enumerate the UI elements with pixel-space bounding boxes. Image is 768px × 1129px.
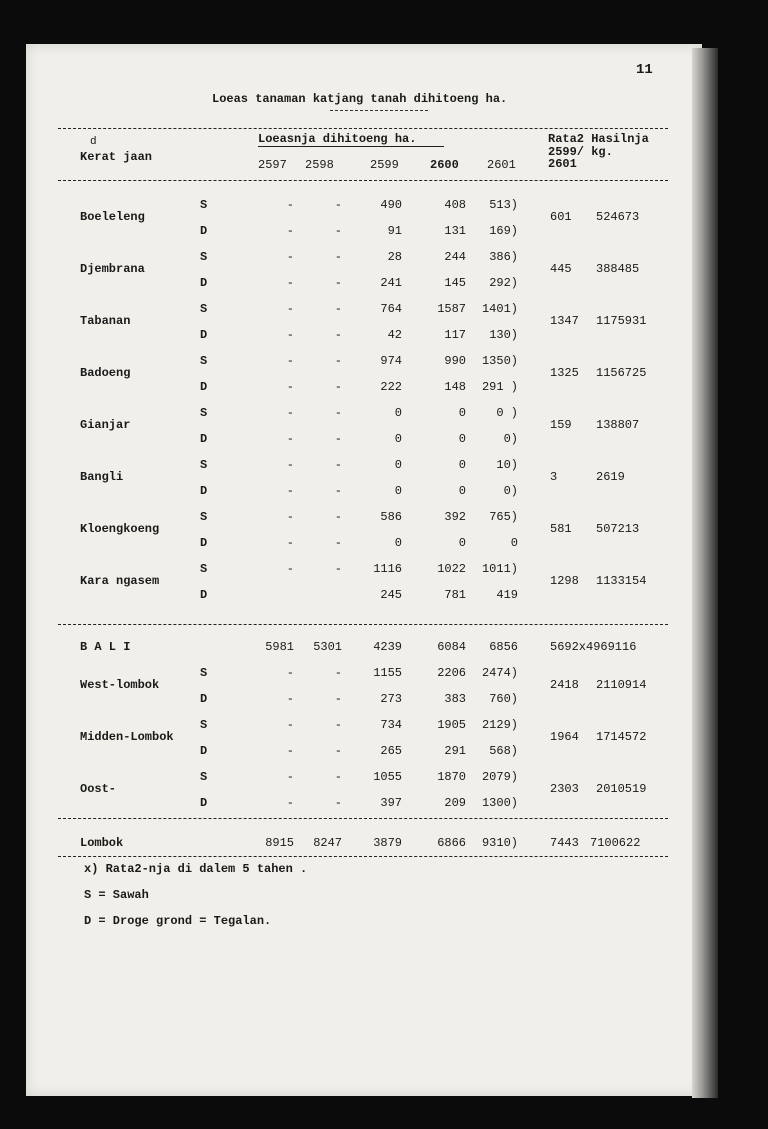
row-value: - (334, 458, 342, 472)
row-value: - (334, 744, 342, 758)
row-value: 0 (458, 406, 466, 420)
bali-total-2600: 6084 (437, 640, 466, 654)
lombok-total-label: Lombok (80, 836, 124, 850)
region-hasil: 507213 (596, 522, 640, 536)
row-value: 1116 (373, 562, 402, 576)
row-value: 513) (489, 198, 518, 212)
row-value: 273 (380, 692, 402, 706)
region-name: Bangli (80, 470, 124, 484)
header-year-2601: 2601 (487, 158, 516, 172)
row-value: - (334, 796, 342, 810)
row-type-s: S (200, 302, 208, 316)
row-value: - (334, 250, 342, 264)
row-value: - (286, 666, 294, 680)
row-value: 117 (444, 328, 466, 342)
region-hasil: 2619 (596, 470, 625, 484)
page-edge-shadow (692, 48, 718, 1098)
bali-total-label: B A L I (80, 640, 131, 654)
region-rata: 1964 (550, 730, 579, 744)
row-value: 760) (489, 692, 518, 706)
row-value: - (286, 380, 294, 394)
region-rata: 2303 (550, 782, 579, 796)
header-year-2597: 2597 (258, 158, 287, 172)
region-hasil: 1133154 (596, 574, 647, 588)
row-value: - (286, 562, 294, 576)
row-value: 1870 (437, 770, 466, 784)
row-value: 222 (380, 380, 402, 394)
bali-separator-rule (58, 624, 668, 625)
region-name: Midden-Lombok (80, 730, 174, 744)
row-type-d: D (200, 224, 208, 238)
row-value: - (334, 536, 342, 550)
row-value: 0 (394, 458, 402, 472)
row-value: 392 (444, 510, 466, 524)
row-value: - (286, 432, 294, 446)
header-year-2600: 2600 (430, 158, 459, 172)
row-value: 419 (496, 588, 518, 602)
row-value: - (334, 224, 342, 238)
row-value: - (286, 510, 294, 524)
row-type-d: D (200, 588, 208, 602)
footnote-sawah: S = Sawah (84, 888, 149, 902)
region-name: Kara ngasem (80, 574, 160, 588)
bali-total-rata-hasil: 5692x4969116 (550, 640, 637, 654)
row-value: - (286, 354, 294, 368)
lombok-total-2601: 9310) (481, 836, 518, 850)
row-value: - (286, 302, 294, 316)
row-value: 291 ) (481, 380, 518, 394)
row-value: 2474) (481, 666, 518, 680)
row-value: 0 (458, 484, 466, 498)
row-value: 734 (380, 718, 402, 732)
row-value: - (334, 510, 342, 524)
row-value: 765) (489, 510, 518, 524)
lombok-total-hasil: 7100622 (590, 836, 641, 850)
row-value: 42 (387, 328, 402, 342)
row-value: - (286, 250, 294, 264)
row-value: 0 (458, 458, 466, 472)
title-underline (330, 110, 428, 111)
header-year-2599: 2599 (370, 158, 399, 172)
header-rata-years: 2599/ kg. (548, 145, 613, 159)
row-type-d: D (200, 484, 208, 498)
region-name: Djembrana (80, 262, 145, 276)
lombok-separator-rule (58, 818, 668, 819)
row-type-s: S (200, 198, 208, 212)
lombok-total-2599: 3879 (373, 836, 402, 850)
row-value: 28 (387, 250, 402, 264)
region-hasil: 524673 (596, 210, 640, 224)
row-value: - (286, 536, 294, 550)
row-value: 397 (380, 796, 402, 810)
region-rata: 1347 (550, 314, 579, 328)
row-value: 1401) (481, 302, 518, 316)
row-value: 974 (380, 354, 402, 368)
row-value: 91 (387, 224, 402, 238)
row-value: 1300) (481, 796, 518, 810)
header-rata-end: 2601 (548, 157, 577, 171)
row-value: - (334, 406, 342, 420)
region-hasil: 2010519 (596, 782, 647, 796)
region-name: Boeleleng (80, 210, 145, 224)
row-type-s: S (200, 406, 208, 420)
row-value: - (334, 354, 342, 368)
row-value: - (286, 276, 294, 290)
region-rata: 1298 (550, 574, 579, 588)
lombok-bottom-rule (58, 856, 668, 857)
header-kerat-jaan: Kerat jaan (80, 150, 153, 164)
row-value: - (286, 718, 294, 732)
region-name: Tabanan (80, 314, 131, 328)
header-luas-group: Loeasnja dihitoeng ha. (258, 132, 417, 146)
header-top-rule (58, 128, 668, 129)
row-type-d: D (200, 328, 208, 342)
row-value: 265 (380, 744, 402, 758)
page-number: 11 (636, 62, 653, 78)
row-value: - (334, 718, 342, 732)
row-value: 781 (444, 588, 466, 602)
lombok-total-2597: 8915 (265, 836, 294, 850)
row-value: 586 (380, 510, 402, 524)
row-type-d: D (200, 380, 208, 394)
footnote-rata: x) Rata2-nja di dalem 5 tahen . (84, 862, 308, 876)
row-value: 568) (489, 744, 518, 758)
region-rata: 581 (550, 522, 572, 536)
row-value: 169) (489, 224, 518, 238)
row-type-d: D (200, 276, 208, 290)
row-value: - (334, 432, 342, 446)
lombok-total-rata: 7443 (550, 836, 579, 850)
row-value: - (334, 666, 342, 680)
row-value: 1022 (437, 562, 466, 576)
row-value: - (286, 796, 294, 810)
region-hasil: 388485 (596, 262, 640, 276)
row-value: 245 (380, 588, 402, 602)
row-value: 244 (444, 250, 466, 264)
lombok-total-2598: 8247 (313, 836, 342, 850)
row-value: 0) (503, 432, 518, 446)
region-hasil: 1175931 (596, 314, 647, 328)
row-value: 0 ) (496, 406, 518, 420)
bali-total-2597: 5981 (265, 640, 294, 654)
row-value: - (286, 458, 294, 472)
row-value: 0) (503, 484, 518, 498)
row-value: 292) (489, 276, 518, 290)
row-type-s: S (200, 354, 208, 368)
region-rata: 1325 (550, 366, 579, 380)
row-value: 2079) (481, 770, 518, 784)
region-rata: 2418 (550, 678, 579, 692)
footnote-droge-grond: D = Droge grond = Tegalan. (84, 914, 272, 928)
row-type-d: D (200, 796, 208, 810)
row-value: 291 (444, 744, 466, 758)
bali-total-2598: 5301 (313, 640, 342, 654)
row-value: 386) (489, 250, 518, 264)
row-value: - (334, 328, 342, 342)
row-value: - (334, 770, 342, 784)
row-value: 0 (458, 536, 466, 550)
region-rata: 445 (550, 262, 572, 276)
region-name: West-lombok (80, 678, 160, 692)
region-name: Oost- (80, 782, 117, 796)
row-type-s: S (200, 458, 208, 472)
bali-total-2601: 6856 (489, 640, 518, 654)
region-hasil: 1714572 (596, 730, 647, 744)
bali-total-2599: 4239 (373, 640, 402, 654)
row-value: 148 (444, 380, 466, 394)
row-value: 490 (380, 198, 402, 212)
kerat-mark: d (90, 136, 97, 148)
region-hasil: 138807 (596, 418, 640, 432)
row-value: 383 (444, 692, 466, 706)
region-rata: 601 (550, 210, 572, 224)
region-hasil: 2110914 (596, 678, 647, 692)
row-value: 1011) (481, 562, 518, 576)
region-name: Gianjar (80, 418, 131, 432)
table-title: Loeas tanaman katjang tanah dihitoeng ha. (212, 92, 508, 106)
row-value: - (334, 484, 342, 498)
row-value: - (286, 328, 294, 342)
row-value: - (286, 406, 294, 420)
row-value: - (334, 302, 342, 316)
row-type-d: D (200, 536, 208, 550)
row-value: 209 (444, 796, 466, 810)
row-type-d: D (200, 692, 208, 706)
row-type-d: D (200, 432, 208, 446)
header-bottom-rule (58, 180, 668, 181)
row-value: - (286, 692, 294, 706)
row-value: 0 (510, 536, 518, 550)
row-value: 408 (444, 198, 466, 212)
row-value: - (286, 744, 294, 758)
row-type-s: S (200, 562, 208, 576)
row-value: 1587 (437, 302, 466, 316)
row-value: 0 (458, 432, 466, 446)
row-value: 0 (394, 536, 402, 550)
row-value: 1905 (437, 718, 466, 732)
region-rata: 159 (550, 418, 572, 432)
row-value: 0 (394, 432, 402, 446)
row-value: 764 (380, 302, 402, 316)
row-value: - (334, 198, 342, 212)
row-value: 2206 (437, 666, 466, 680)
row-type-s: S (200, 666, 208, 680)
header-year-2598: 2598 (305, 158, 334, 172)
row-value: - (286, 484, 294, 498)
row-value: - (286, 198, 294, 212)
region-name: Kloengkoeng (80, 522, 160, 536)
row-type-d: D (200, 744, 208, 758)
row-type-s: S (200, 718, 208, 732)
row-value: - (334, 380, 342, 394)
row-value: 145 (444, 276, 466, 290)
row-value: 241 (380, 276, 402, 290)
luas-group-underline (258, 146, 444, 147)
region-name: Badoeng (80, 366, 131, 380)
row-value: 1155 (373, 666, 402, 680)
row-value: - (334, 562, 342, 576)
row-value: - (286, 224, 294, 238)
row-value: - (334, 692, 342, 706)
row-value: 2129) (481, 718, 518, 732)
row-value: 10) (496, 458, 518, 472)
row-type-s: S (200, 770, 208, 784)
region-hasil: 1156725 (596, 366, 647, 380)
row-type-s: S (200, 510, 208, 524)
row-value: 130) (489, 328, 518, 342)
row-value: 1350) (481, 354, 518, 368)
lombok-total-2600: 6866 (437, 836, 466, 850)
row-value: - (334, 276, 342, 290)
header-rata-hasil: Rata2 Hasilnja (548, 132, 649, 146)
row-value: 990 (444, 354, 466, 368)
row-value: 0 (394, 484, 402, 498)
row-type-s: S (200, 250, 208, 264)
region-rata: 3 (550, 470, 558, 484)
row-value: - (286, 770, 294, 784)
row-value: 1055 (373, 770, 402, 784)
row-value: 0 (394, 406, 402, 420)
row-value: 131 (444, 224, 466, 238)
